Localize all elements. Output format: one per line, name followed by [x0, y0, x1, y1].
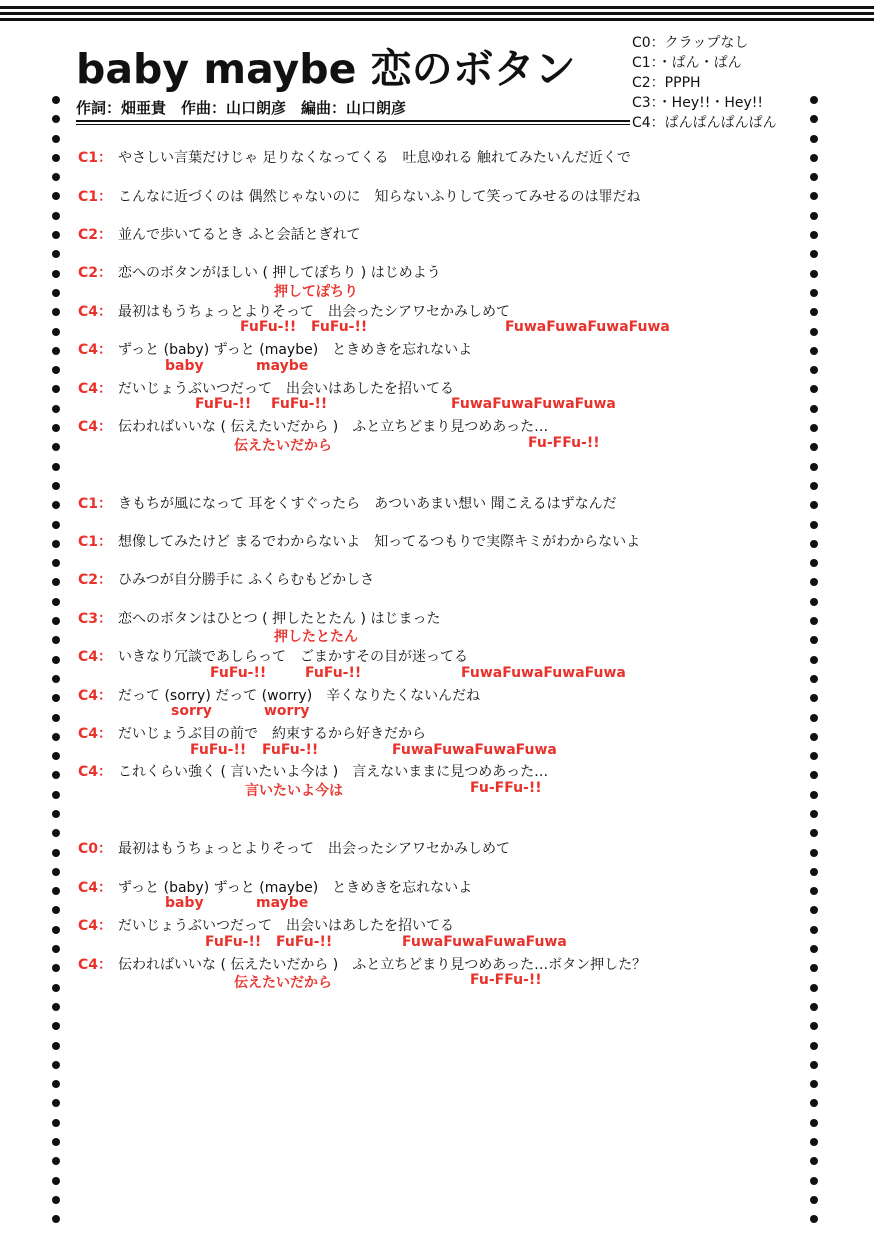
border-dot — [810, 694, 818, 702]
border-dot — [52, 926, 60, 934]
border-dot — [52, 1196, 60, 1204]
legend-item-c2: C2：PPPH — [632, 75, 701, 91]
call-text: FuwaFuwaFuwaFuwa — [505, 319, 670, 335]
border-dot — [52, 250, 60, 258]
border-dot — [52, 308, 60, 316]
border-dot — [810, 424, 818, 432]
border-dot — [52, 1177, 60, 1185]
lyric-text: 伝わればいいな ( 伝えたいだから ) ふと立ちどまり見つめあった… — [118, 419, 549, 435]
border-dot — [52, 154, 60, 162]
border-dot — [810, 270, 818, 278]
call-text: FuwaFuwaFuwaFuwa — [392, 742, 557, 758]
border-dot — [52, 405, 60, 413]
border-dot — [810, 849, 818, 857]
border-dot — [810, 810, 818, 818]
border-dot — [52, 1061, 60, 1069]
call-text: 伝えたいだから — [234, 438, 332, 454]
border-dot — [52, 656, 60, 664]
song-credits: 作詞：畑亜貴 作曲：山口朗彦 編曲：山口朗彦 — [76, 99, 407, 117]
call-text: FuwaFuwaFuwaFuwa — [451, 396, 616, 412]
border-dot — [52, 96, 60, 104]
border-dot — [810, 173, 818, 181]
call-text: FuFu-!! — [305, 665, 362, 681]
border-dot — [52, 521, 60, 529]
border-dot — [810, 96, 818, 104]
call-text: FuwaFuwaFuwaFuwa — [402, 934, 567, 950]
lyric-text: 伝わればいいな ( 伝えたいだから ) ふと立ちどまり見つめあった…ボタン押した？ — [118, 957, 647, 973]
call-text: FuFu-!! — [210, 665, 267, 681]
border-dot — [810, 926, 818, 934]
lyric-line — [78, 493, 617, 513]
border-dot — [52, 868, 60, 876]
border-dot — [810, 1138, 818, 1146]
border-dot — [52, 1022, 60, 1030]
call-code: C2： — [78, 265, 113, 281]
call-code: C4： — [78, 957, 113, 973]
call-text: 押してぽちり — [274, 284, 358, 300]
call-text: FuFu-!! — [271, 396, 328, 412]
border-dot — [810, 771, 818, 779]
border-dot — [810, 154, 818, 162]
call-text: FuFu-!! — [311, 319, 368, 335]
border-dot — [52, 289, 60, 297]
call-legend — [632, 33, 777, 133]
header-stripes — [0, 6, 874, 24]
border-dot — [810, 829, 818, 837]
border-dot — [810, 1042, 818, 1050]
call-text: FuFu-!! — [240, 319, 297, 335]
call-text: Fu-FFu-!! — [470, 780, 542, 796]
legend-item-c3: C3：・Hey!!・Hey!! — [632, 95, 763, 111]
border-dot — [810, 656, 818, 664]
border-dot — [52, 424, 60, 432]
border-dot — [52, 1003, 60, 1011]
lyric-line — [78, 339, 472, 359]
lyric-line — [78, 685, 480, 705]
lyric-text: やさしい言葉だけじゃ 足りなくなってくる 吐息ゆれる 触れてみたいんだ近くで — [118, 150, 631, 166]
call-code: C4： — [78, 342, 113, 358]
lyric-text: 恋へのボタンがほしい ( 押してぽちり ) はじめよう — [118, 265, 441, 281]
legend-item-c1: C1：・ぱん・ぱん — [632, 55, 742, 71]
call-code: C1： — [78, 496, 113, 512]
left-dot-border — [52, 96, 62, 1235]
call-code: C4： — [78, 688, 113, 704]
border-dot — [52, 135, 60, 143]
border-dot — [52, 617, 60, 625]
lyric-text: 最初はもうちょっとよりそって 出会ったシアワセかみしめて — [118, 841, 510, 857]
call-text: FuFu-!! — [195, 396, 252, 412]
lyric-line — [78, 569, 374, 589]
border-dot — [810, 1099, 818, 1107]
border-dot — [810, 212, 818, 220]
border-dot — [810, 231, 818, 239]
border-dot — [810, 250, 818, 258]
lyric-text: だって (sorry) だって (worry) 辛くなりたくないんだね — [118, 688, 481, 704]
call-text: FuFu-!! — [262, 742, 319, 758]
border-dot — [52, 366, 60, 374]
border-dot — [52, 964, 60, 972]
border-dot — [52, 675, 60, 683]
border-dot — [52, 694, 60, 702]
lyric-line — [78, 761, 548, 781]
border-dot — [810, 906, 818, 914]
border-dot — [810, 289, 818, 297]
lyric-line — [78, 301, 510, 321]
lyric-line — [78, 838, 510, 858]
border-dot — [52, 810, 60, 818]
lyric-line — [78, 723, 426, 743]
border-dot — [52, 463, 60, 471]
lyric-text: きもちが風になって 耳をくすぐったら あついあまい想い 聞こえるはずなんだ — [118, 496, 617, 512]
call-code: C4： — [78, 381, 113, 397]
call-code: C4： — [78, 726, 113, 742]
call-code: C4： — [78, 649, 113, 665]
border-dot — [52, 270, 60, 278]
border-dot — [810, 328, 818, 336]
border-dot — [810, 1119, 818, 1127]
call-text: FuwaFuwaFuwaFuwa — [461, 665, 626, 681]
border-dot — [810, 559, 818, 567]
border-dot — [810, 752, 818, 760]
call-text: FuFu-!! — [205, 934, 262, 950]
call-code: C2： — [78, 227, 113, 243]
call-code: C1： — [78, 150, 113, 166]
call-text: 押したとたん — [274, 629, 358, 645]
border-dot — [52, 771, 60, 779]
border-dot — [810, 405, 818, 413]
border-dot — [52, 1138, 60, 1146]
song-title: baby maybe 恋のボタン — [76, 45, 576, 93]
border-dot — [810, 1061, 818, 1069]
call-code: C3： — [78, 611, 113, 627]
border-dot — [810, 1022, 818, 1030]
lyric-line — [78, 608, 440, 628]
border-dot — [52, 347, 60, 355]
call-text: FuFu-!! — [276, 934, 333, 950]
border-dot — [810, 714, 818, 722]
border-dot — [52, 443, 60, 451]
border-dot — [810, 791, 818, 799]
title-rule — [76, 120, 630, 122]
right-dot-border — [810, 96, 820, 1235]
call-code: C1： — [78, 534, 113, 550]
call-code: C1： — [78, 189, 113, 205]
border-dot — [810, 636, 818, 644]
border-dot — [52, 482, 60, 490]
border-dot — [52, 887, 60, 895]
lyric-line — [78, 147, 631, 167]
legend-item-c0: C0：クラップなし — [632, 35, 749, 51]
border-dot — [52, 906, 60, 914]
border-dot — [52, 598, 60, 606]
lyric-text: だいじょうぶいつだって 出会いはあしたを招いてる — [118, 381, 454, 397]
border-dot — [810, 463, 818, 471]
border-dot — [52, 1080, 60, 1088]
legend-item-c4: C4：ぱんぱんぱんぱん — [632, 115, 777, 131]
border-dot — [810, 385, 818, 393]
border-dot — [52, 115, 60, 123]
border-dot — [810, 1157, 818, 1165]
border-dot — [810, 366, 818, 374]
border-dot — [810, 540, 818, 548]
border-dot — [810, 1215, 818, 1223]
lyric-text: 想像してみたけど まるでわからないよ 知ってるつもりで実際キミがわからないよ — [118, 534, 641, 550]
border-dot — [52, 733, 60, 741]
call-text: Fu-FFu-!! — [470, 972, 542, 988]
border-dot — [52, 984, 60, 992]
call-text: maybe — [256, 358, 309, 374]
border-dot — [810, 598, 818, 606]
border-dot — [52, 501, 60, 509]
call-text: baby — [165, 895, 204, 911]
call-code: C0： — [78, 841, 113, 857]
border-dot — [52, 559, 60, 567]
call-code: C4： — [78, 419, 113, 435]
lyric-line — [78, 186, 640, 206]
lyric-line — [78, 378, 454, 398]
border-dot — [810, 733, 818, 741]
call-code: C4： — [78, 880, 113, 896]
call-text: baby — [165, 358, 204, 374]
lyric-line — [78, 531, 640, 551]
border-dot — [810, 1080, 818, 1088]
border-dot — [52, 1119, 60, 1127]
border-dot — [52, 752, 60, 760]
lyric-text: ひみつが自分勝手に ふくらむもどかしさ — [118, 572, 375, 588]
border-dot — [810, 443, 818, 451]
call-text: Fu-FFu-!! — [528, 435, 600, 451]
border-dot — [52, 829, 60, 837]
call-text: 言いたいよ今は — [245, 783, 343, 799]
call-text: sorry — [171, 703, 212, 719]
border-dot — [810, 868, 818, 876]
border-dot — [52, 231, 60, 239]
lyric-text: いきなり冗談であしらって ごまかすその目が迷ってる — [118, 649, 468, 665]
border-dot — [810, 501, 818, 509]
lyric-text: こんなに近づくのは 偶然じゃないのに 知らないふりして笑ってみせるのは罪だね — [118, 189, 641, 205]
border-dot — [810, 347, 818, 355]
lyric-text: 並んで歩いてるとき ふと会話とぎれて — [118, 227, 361, 243]
call-text: 伝えたいだから — [234, 975, 332, 991]
lyric-line — [78, 416, 548, 436]
border-dot — [810, 1196, 818, 1204]
border-dot — [810, 192, 818, 200]
call-code: C4： — [78, 764, 113, 780]
border-dot — [52, 1042, 60, 1050]
border-dot — [810, 308, 818, 316]
call-code: C4： — [78, 304, 113, 320]
lyric-text: ずっと (baby) ずっと (maybe) ときめきを忘れないよ — [118, 342, 473, 358]
call-text: FuFu-!! — [190, 742, 247, 758]
title-rule-thin — [76, 124, 630, 125]
border-dot — [810, 984, 818, 992]
border-dot — [810, 1003, 818, 1011]
border-dot — [810, 115, 818, 123]
border-dot — [810, 1177, 818, 1185]
border-dot — [810, 964, 818, 972]
border-dot — [810, 135, 818, 143]
border-dot — [52, 328, 60, 336]
lyric-text: 最初はもうちょっとよりそって 出会ったシアワセかみしめて — [118, 304, 510, 320]
border-dot — [810, 675, 818, 683]
lyric-text: だいじょうぶ目の前で 約束するから好きだから — [118, 726, 426, 742]
border-dot — [52, 849, 60, 857]
lyric-text: ずっと (baby) ずっと (maybe) ときめきを忘れないよ — [118, 880, 473, 896]
border-dot — [810, 521, 818, 529]
lyric-line — [78, 262, 441, 282]
call-code: C4： — [78, 918, 113, 934]
border-dot — [810, 617, 818, 625]
border-dot — [52, 173, 60, 181]
lyric-text: これくらい強く ( 言いたいよ今は ) 言えないままに見つめあった… — [118, 764, 549, 780]
border-dot — [52, 385, 60, 393]
border-dot — [52, 1157, 60, 1165]
border-dot — [52, 945, 60, 953]
border-dot — [52, 1099, 60, 1107]
lyric-line — [78, 915, 454, 935]
call-text: worry — [264, 703, 310, 719]
border-dot — [810, 945, 818, 953]
lyric-line — [78, 646, 468, 666]
border-dot — [810, 482, 818, 490]
border-dot — [52, 791, 60, 799]
call-text: maybe — [256, 895, 309, 911]
border-dot — [52, 192, 60, 200]
border-dot — [810, 578, 818, 586]
lyric-line — [78, 954, 646, 974]
border-dot — [52, 714, 60, 722]
lyric-line — [78, 877, 472, 897]
lyric-text: 恋へのボタンはひとつ ( 押したとたん ) はじまった — [118, 611, 441, 627]
border-dot — [52, 1215, 60, 1223]
lyric-line — [78, 224, 360, 244]
call-code: C2： — [78, 572, 113, 588]
border-dot — [810, 887, 818, 895]
border-dot — [52, 636, 60, 644]
lyric-text: だいじょうぶいつだって 出会いはあしたを招いてる — [118, 918, 454, 934]
border-dot — [52, 540, 60, 548]
border-dot — [52, 578, 60, 586]
border-dot — [52, 212, 60, 220]
